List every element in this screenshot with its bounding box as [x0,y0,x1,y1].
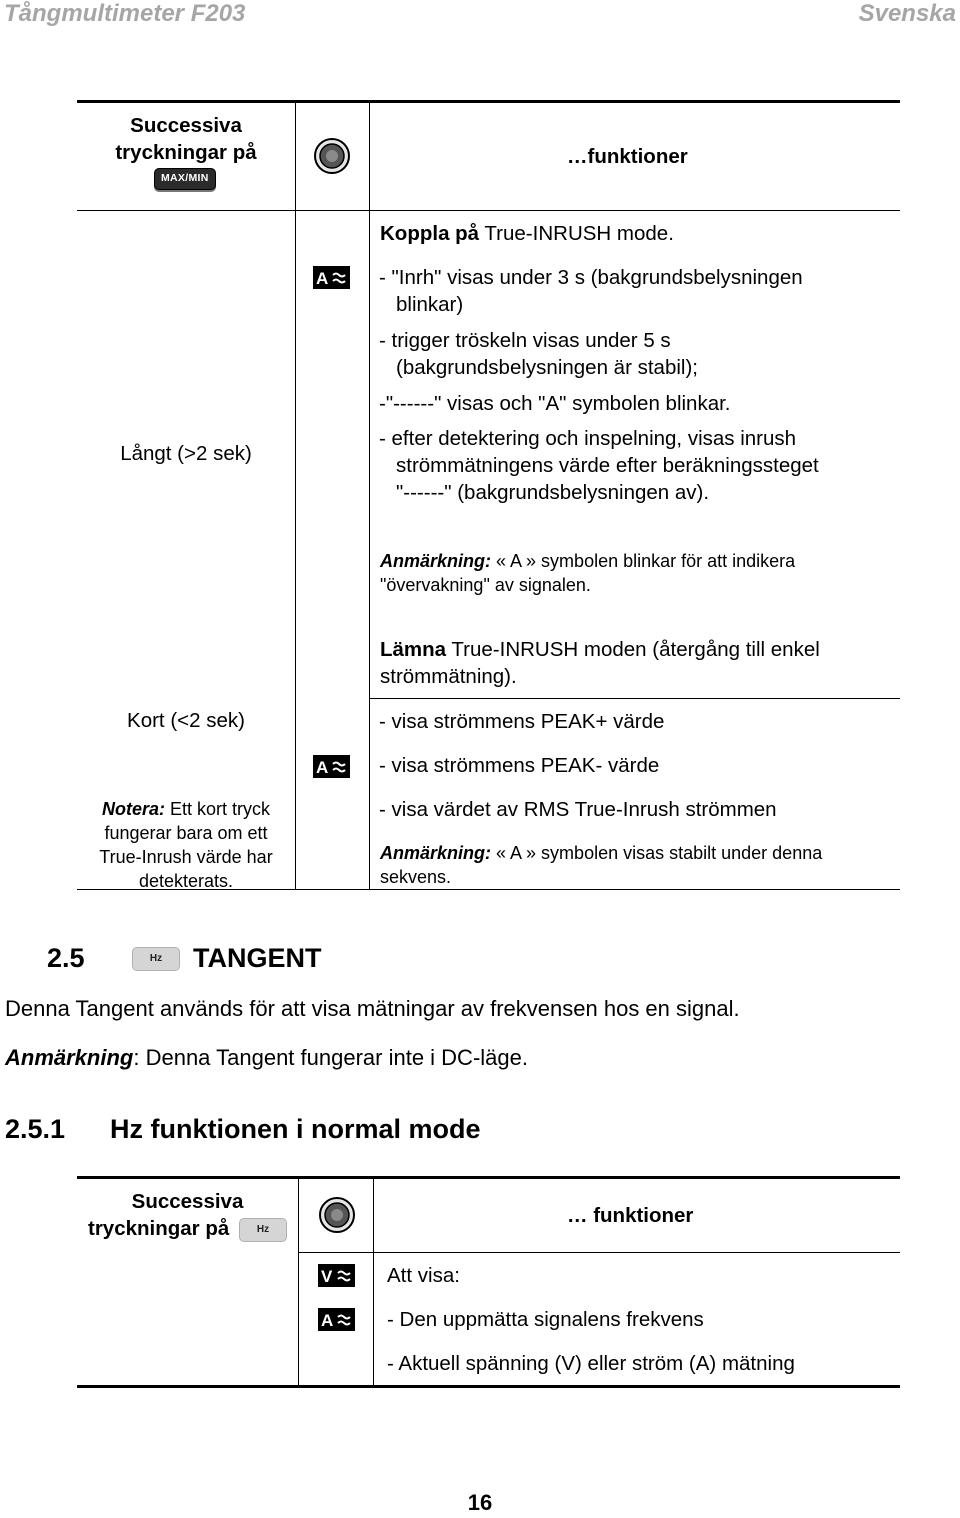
document-header-title: Tångmultimeter F203 [4,0,246,27]
inrush-step: -"------" visas och "A" symbolen blinkar. [379,392,731,415]
table-divider [295,102,296,889]
stable-symbol-note: Anmärkning: « A » symbolen visas stabilt under denna sekvens. [380,843,823,887]
inrush-step: "------" (bakgrundsbelysningen av). [396,481,710,504]
long-press-label: Långt (>2 sek) [120,442,252,465]
inrush-step: strömmätningens värde efter beräkningssteget [396,454,819,477]
subsection-number: 2.5.1 [5,1114,66,1144]
section-title: TANGENT [193,943,322,973]
hz-key-icon: Hz [239,1218,287,1242]
page-number: 16 [467,1490,493,1515]
document-header-language: Svenska [858,0,956,27]
svg-text:A: A [316,758,329,777]
rms-inrush-item: - visa värdet av RMS True-Inrush strömmen [379,798,777,821]
current-ac-icon [313,755,350,778]
table-top-rule [77,100,900,103]
table-divider [369,102,370,889]
current-ac-icon [313,266,350,289]
maxmin-key: MAX/MIN [154,168,216,190]
rotary-switch-icon [313,137,351,175]
table-head-functions: … funktioner [567,1204,694,1227]
current-ac-icon [318,1308,355,1331]
table-divider [373,1178,374,1385]
table-top-rule [77,1176,900,1179]
short-press-note: Notera: Ett kort tryck fungerar bara om ett True-Inrush värde har detekterats. [99,799,273,891]
inrush-title: Koppla på True-INRUSH mode. [380,222,674,245]
peak-minus-item: - visa strömmens PEAK- värde [379,754,660,777]
hz-item-frequency: - Den uppmätta signalens frekvens [387,1308,704,1331]
hz-intro: Att visa: [387,1264,460,1287]
table-header-rule [77,210,900,211]
svg-text:A: A [316,269,329,288]
table-head-presses: Successiva tryckningar på [115,114,257,164]
subsection-title: Hz funktionen i normal mode [110,1114,481,1144]
section-note: Anmärkning: Denna Tangent fungerar inte i DC-läge. [5,1045,528,1070]
rotary-switch-icon [318,1196,356,1234]
leave-inrush-text: Lämna True-INRUSH moden (återgång till enkel strömmätning). [380,638,820,688]
svg-text:A: A [321,1311,334,1330]
inrush-step: - trigger tröskeln visas under 5 s [379,329,671,352]
table-bottom-rule [77,1385,900,1388]
inrush-step: - "Inrh" visas under 3 s (bakgrundsbelysningen [379,266,803,289]
table-divider [298,1178,299,1385]
inrush-step: - efter detektering och inspelning, visas inrush [379,427,797,450]
section-description: Denna Tangent används för att visa mätningar av frekvensen hos en signal. [5,996,740,1021]
inrush-description [380,220,895,247]
table-head-presses: Successiva tryckningar på Hz [77,1188,298,1242]
table-head-functions: …funktioner [567,145,688,168]
monitoring-note: Anmärkning: « A » symbolen blinkar för att indikera "övervakning" av signalen. [380,551,796,595]
voltage-ac-icon [318,1264,355,1287]
inrush-step: (bakgrundsbelysningen är stabil); [396,356,698,379]
inrush-step: blinkar) [396,293,464,316]
table-header-rule [298,1252,900,1253]
svg-text:V: V [321,1267,333,1286]
peak-plus-item: - visa strömmens PEAK+ värde [379,710,665,733]
section-number: 2.5 [47,943,85,973]
short-press-label: Kort (<2 sek) [127,709,245,732]
table-row-rule [369,698,900,699]
hz-item-measurement: - Aktuell spänning (V) eller ström (A) mätning [387,1352,795,1375]
hz-key-icon: Hz [132,947,180,971]
